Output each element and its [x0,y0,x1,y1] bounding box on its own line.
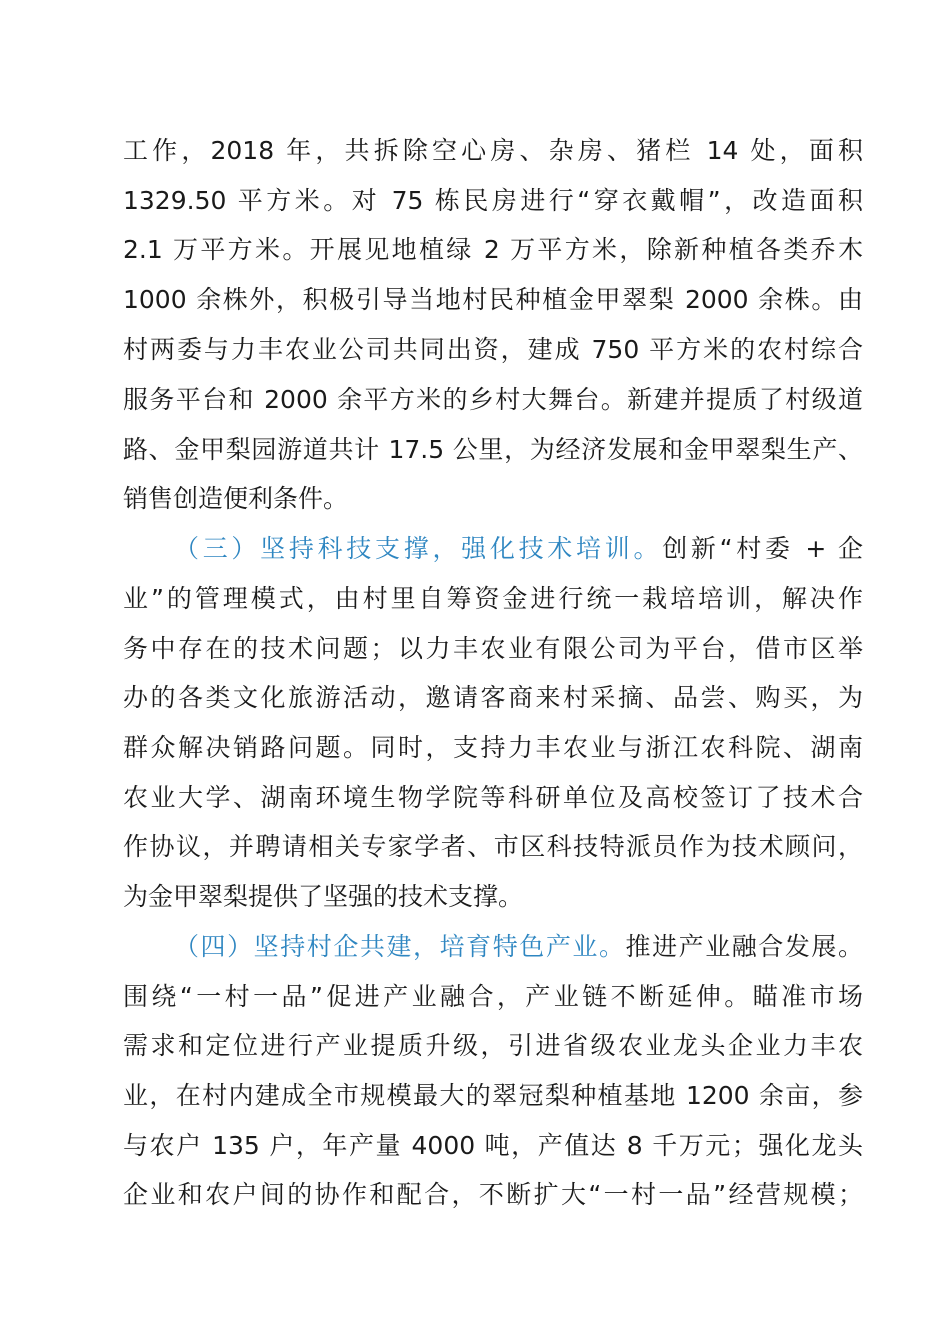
section-heading: （三）坚持科技支撑，强化技术培训。 [174,534,663,563]
text-line: 服务平台和 2000 余平方米的乡村大舞台。新建并提质了村级道 [123,385,863,414]
text-line: 需求和定位进行产业提质升级，引进省级农业龙头企业力丰农 [123,1031,863,1060]
text-line: 业”的管理模式，由村里自筹资金进行统一栽培培训，解决作 [123,584,863,613]
text-line: 群众解决销路问题。同时，支持力丰农业与浙江农科院、湖南 [123,733,863,762]
section-heading: （四）坚持村企共建，培育特色产业。 [174,932,626,961]
text-line: 村两委与力丰农业公司共同出资，建成 750 平方米的农村综合 [123,335,863,364]
text-line: 销售创造便利条件。 [123,484,349,513]
text-line: 业，在村内建成全市规模最大的翠冠梨种植基地 1200 余亩，参 [123,1081,863,1110]
text-line: 1000 余株外，积极引导当地村民种植金甲翠梨 2000 余株。由 [123,285,863,314]
paragraph-first-line [174,524,863,574]
text-line: 为金甲翠梨提供了坚强的技术支撑。 [123,882,524,911]
text-line: 作协议，并聘请相关专家学者、市区科技特派员作为技术顾问， [123,832,863,861]
text-line: 路、金甲梨园游道共计 17.5 公里，为经济发展和金甲翠梨生产、 [123,435,863,464]
text-span: 创新“村委 + 企 [662,534,863,563]
text-line: 围绕“一村一品”促进产业融合，产业链不断延伸。瞄准市场 [123,982,863,1011]
text-line: 办的各类文化旅游活动，邀请客商来村采摘、品尝、购买，为 [123,683,863,712]
paragraph-first-line [174,922,863,972]
text-line: 企业和农户间的协作和配合，不断扩大“一村一品”经营规模； [123,1180,863,1209]
text-line: 农业大学、湖南环境生物学院等科研单位及高校签订了技术合 [123,783,863,812]
text-span: 推进产业融合发展。 [625,932,863,961]
text-line: 与农户 135 户，年产量 4000 吨，产值达 8 千万元；强化龙头 [123,1131,863,1160]
text-line: 工作，2018 年，共拆除空心房、杂房、猪栏 14 处，面积 [123,136,863,165]
text-line: 2.1 万平方米。开展见地植绿 2 万平方米，除新种植各类乔木 [123,235,863,264]
text-line: 务中存在的技术问题；以力丰农业有限公司为平台，借市区举 [123,634,863,663]
text-line: 1329.50 平方米。对 75 栋民房进行“穿衣戴帽”，改造面积 [123,186,863,215]
